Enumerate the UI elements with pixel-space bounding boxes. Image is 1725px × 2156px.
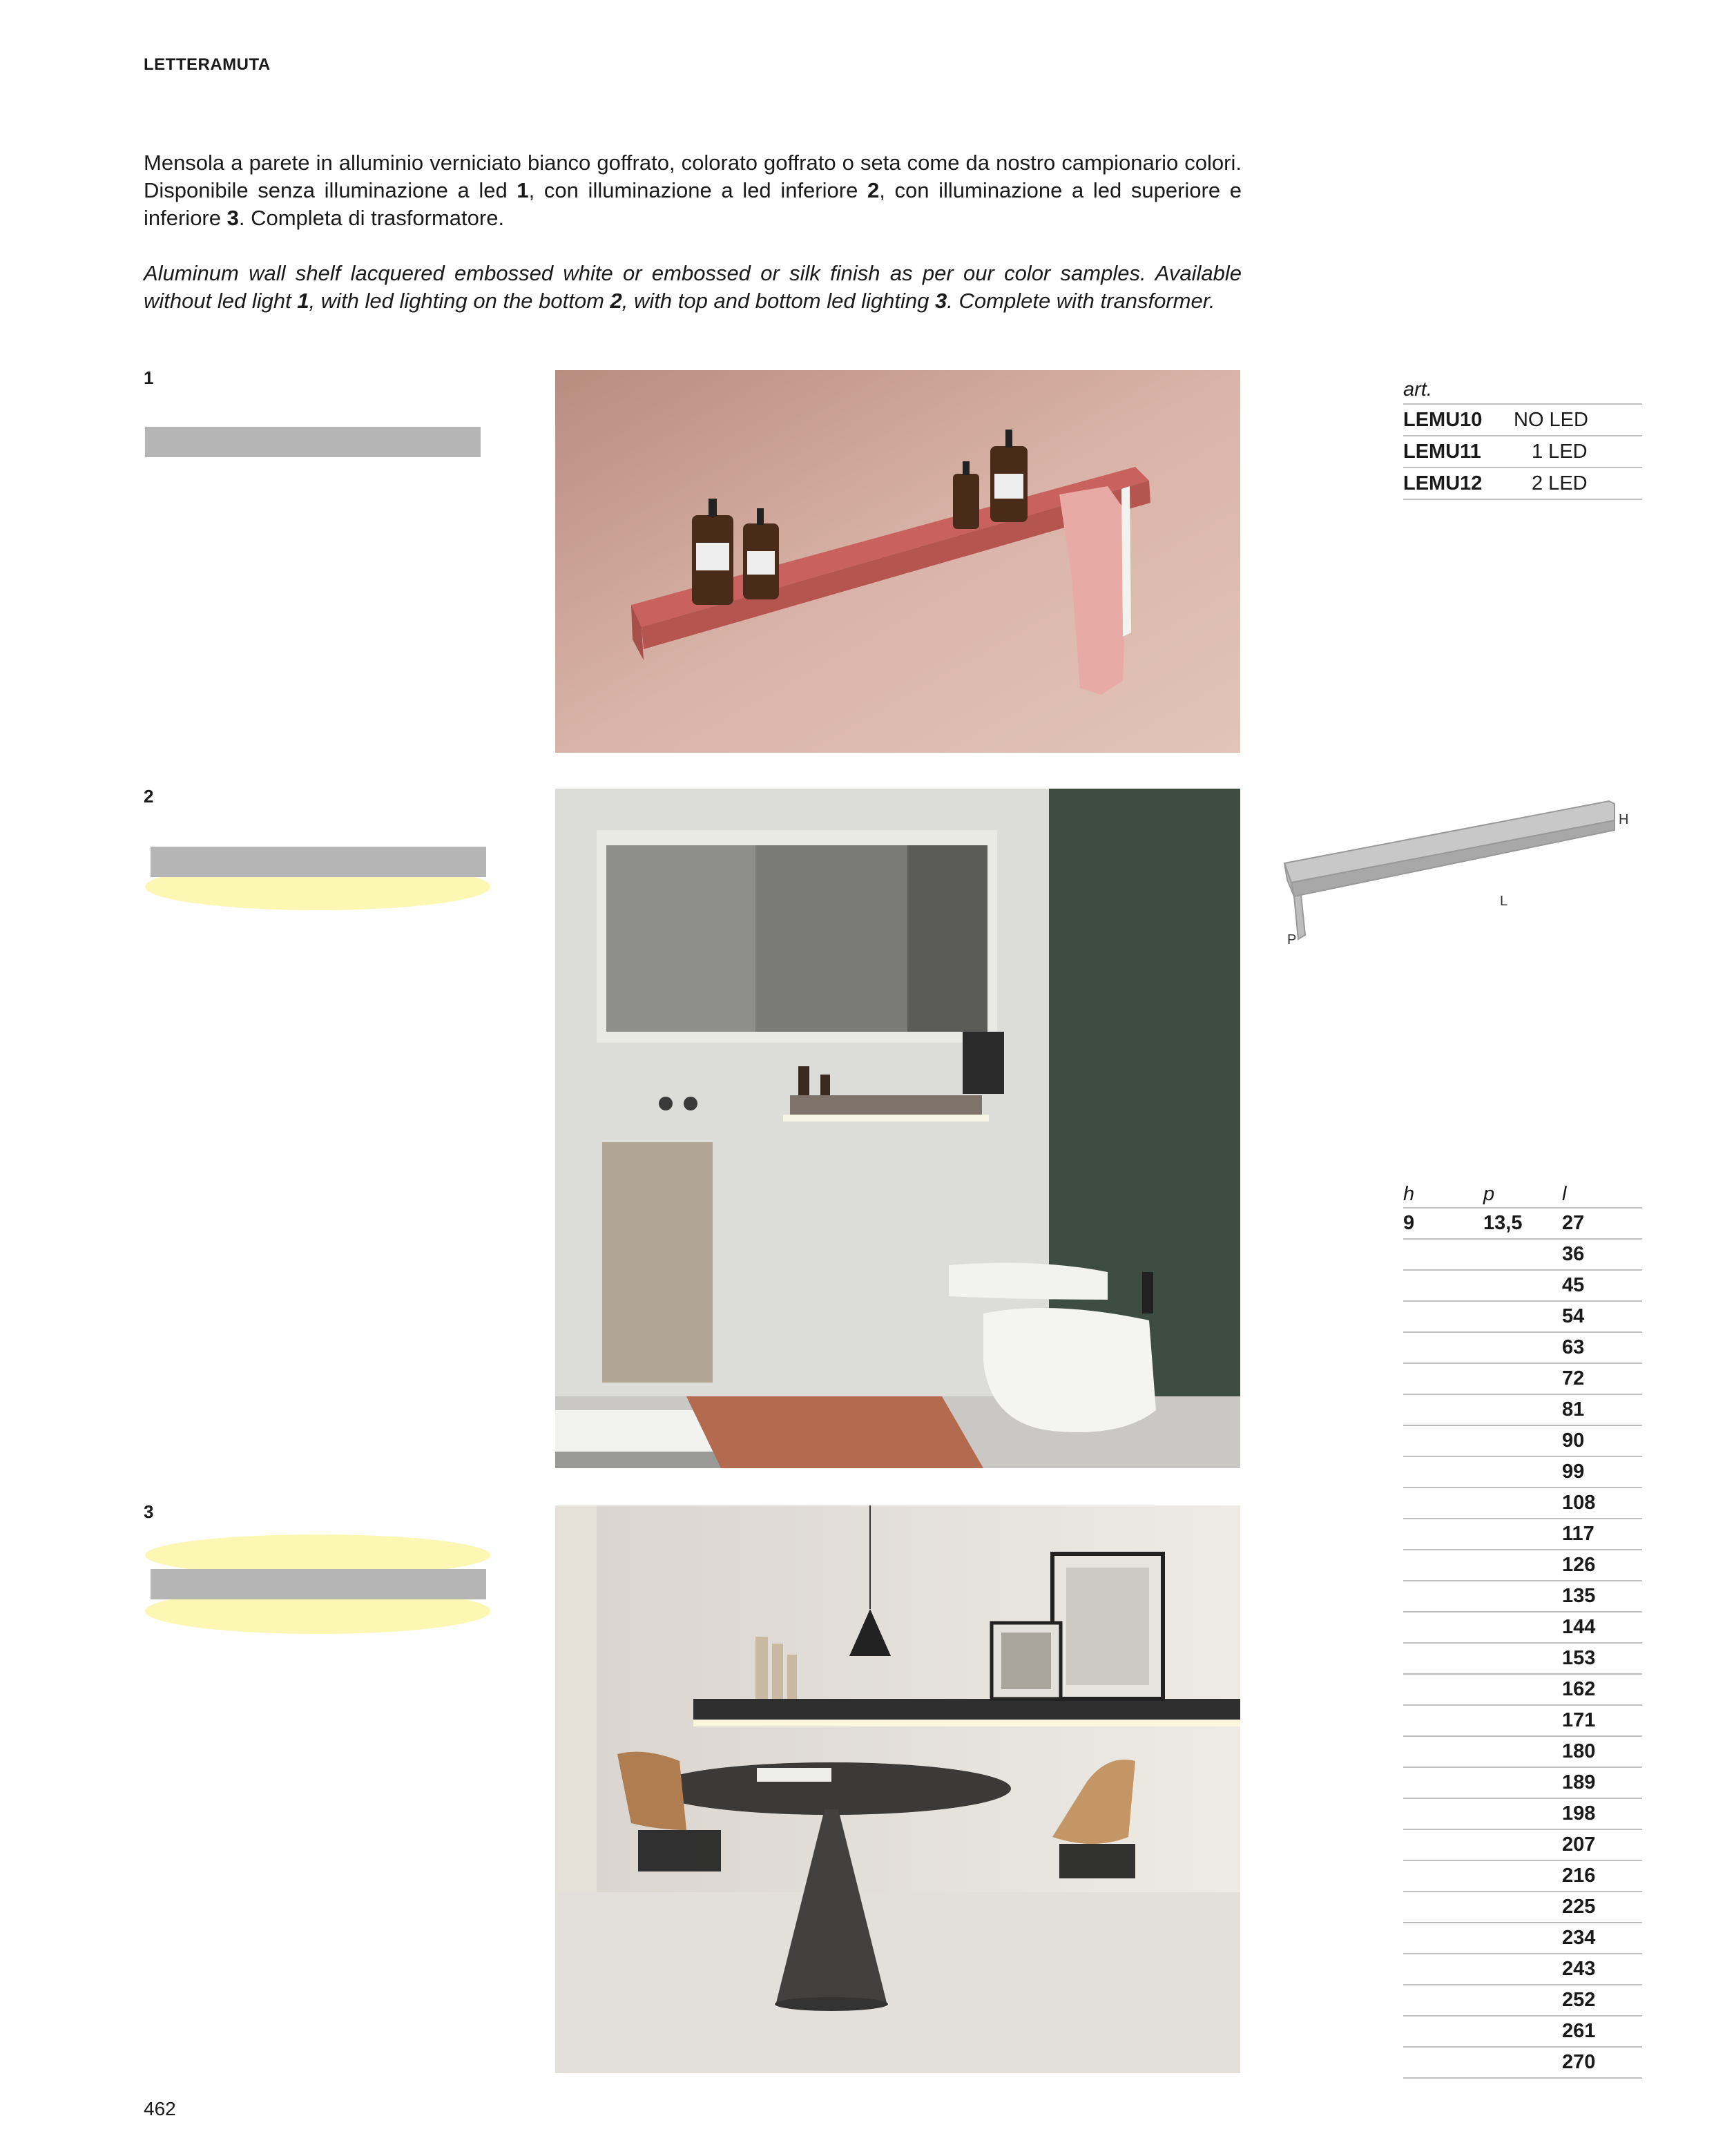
dimensions-table [1403,1181,1642,2079]
length-value: 180 [1562,1736,1642,1767]
photo-dining-led-shelf [555,1505,1240,2073]
table-row [1403,1456,1642,1488]
description-italian: Mensola a parete in alluminio verniciato bianco goffrato, colorato goffrato o seta come da nostro campionario colori. Disponibile senza illuminazione a led 1, con illuminazione a led inferiore 2, con illuminazione a led superiore e inferiore 3. Completa di trasformatore. [144,151,1242,230]
table-row [1403,1736,1642,1767]
table-row [1403,1860,1642,1892]
table-row: 9 13,5 27 [1403,1208,1642,1239]
length-value: 81 [1562,1394,1642,1425]
table-row [1403,1394,1642,1425]
table-row [1403,1425,1642,1456]
column-header-l: l [1562,1181,1642,1208]
length-value: 234 [1562,1923,1642,1954]
length-value: 216 [1562,1860,1642,1892]
length-value: 126 [1562,1550,1642,1581]
length-value: 162 [1562,1674,1642,1705]
photo-bathroom-led-shelf [555,789,1240,1468]
dimension-label-l: L [1500,894,1508,909]
photo-pink-shelf [555,370,1240,753]
table-row [1403,1985,1642,2016]
table-row [1403,1301,1642,1332]
length-value: 198 [1562,1798,1642,1829]
table-row: LEMU12 2 LED [1403,468,1642,499]
length-value: 45 [1562,1270,1642,1301]
column-header-p: p [1483,1181,1562,1208]
table-row [1403,1767,1642,1798]
table-row [1403,2047,1642,2078]
column-header-h: h [1403,1181,1483,1208]
article-table [1403,376,1642,500]
length-value: 270 [1562,2047,1642,2078]
table-row [1403,1674,1642,1705]
table-row [1403,1519,1642,1550]
length-value: 108 [1562,1488,1642,1519]
length-value: 72 [1562,1363,1642,1394]
length-value: 27 [1562,1208,1642,1239]
length-value: 225 [1562,1892,1642,1923]
length-value: 63 [1562,1332,1642,1363]
length-value: 189 [1562,1767,1642,1798]
shelf-profile-no-led [145,427,481,457]
table-row: LEMU11 1 LED [1403,436,1642,468]
variant-number-2: 2 [144,786,154,807]
shelf-profile-1-led [151,847,486,877]
table-row [1403,2016,1642,2047]
table-row [1403,1923,1642,1954]
length-value: 135 [1562,1581,1642,1612]
table-row [1403,1892,1642,1923]
length-value: 90 [1562,1425,1642,1456]
table-row [1403,1705,1642,1736]
article-table-header: art. [1403,376,1642,404]
table-row [1403,1829,1642,1860]
shelf-dimension-drawing [1278,794,1623,960]
table-row [1403,1239,1642,1270]
length-value: 261 [1562,2016,1642,2047]
length-value: 99 [1562,1456,1642,1488]
table-row [1403,1270,1642,1301]
dimension-label-p: P [1287,932,1297,947]
variant-number-3: 3 [144,1501,154,1522]
shelf-profile-2-led [151,1569,486,1599]
table-row [1403,1363,1642,1394]
description-english: Aluminum wall shelf lacquered embossed white or embossed or silk finish as per our color samples. Available without led light 1, with led lighting on the bottom 2, with top and bottom led lighting 3. Complete with transformer. [144,261,1242,313]
table-row [1403,1332,1642,1363]
table-row [1403,1954,1642,1985]
table-row [1403,1550,1642,1581]
brand-header: LETTERAMUTA [144,55,271,74]
length-value: 54 [1562,1301,1642,1332]
table-row [1403,1612,1642,1643]
length-value: 36 [1562,1239,1642,1270]
length-value: 207 [1562,1829,1642,1860]
table-row: LEMU10 NO LED [1403,404,1642,436]
length-value: 171 [1562,1705,1642,1736]
length-value: 153 [1562,1643,1642,1674]
table-row [1403,1798,1642,1829]
table-row [1403,1643,1642,1674]
length-value: 117 [1562,1519,1642,1550]
table-row [1403,1488,1642,1519]
page-number: 462 [144,2098,176,2119]
length-value: 144 [1562,1612,1642,1643]
variant-number-1: 1 [144,367,154,388]
table-row [1403,1581,1642,1612]
dimension-label-h: H [1619,812,1629,827]
length-value: 252 [1562,1985,1642,2016]
length-value: 243 [1562,1954,1642,1985]
